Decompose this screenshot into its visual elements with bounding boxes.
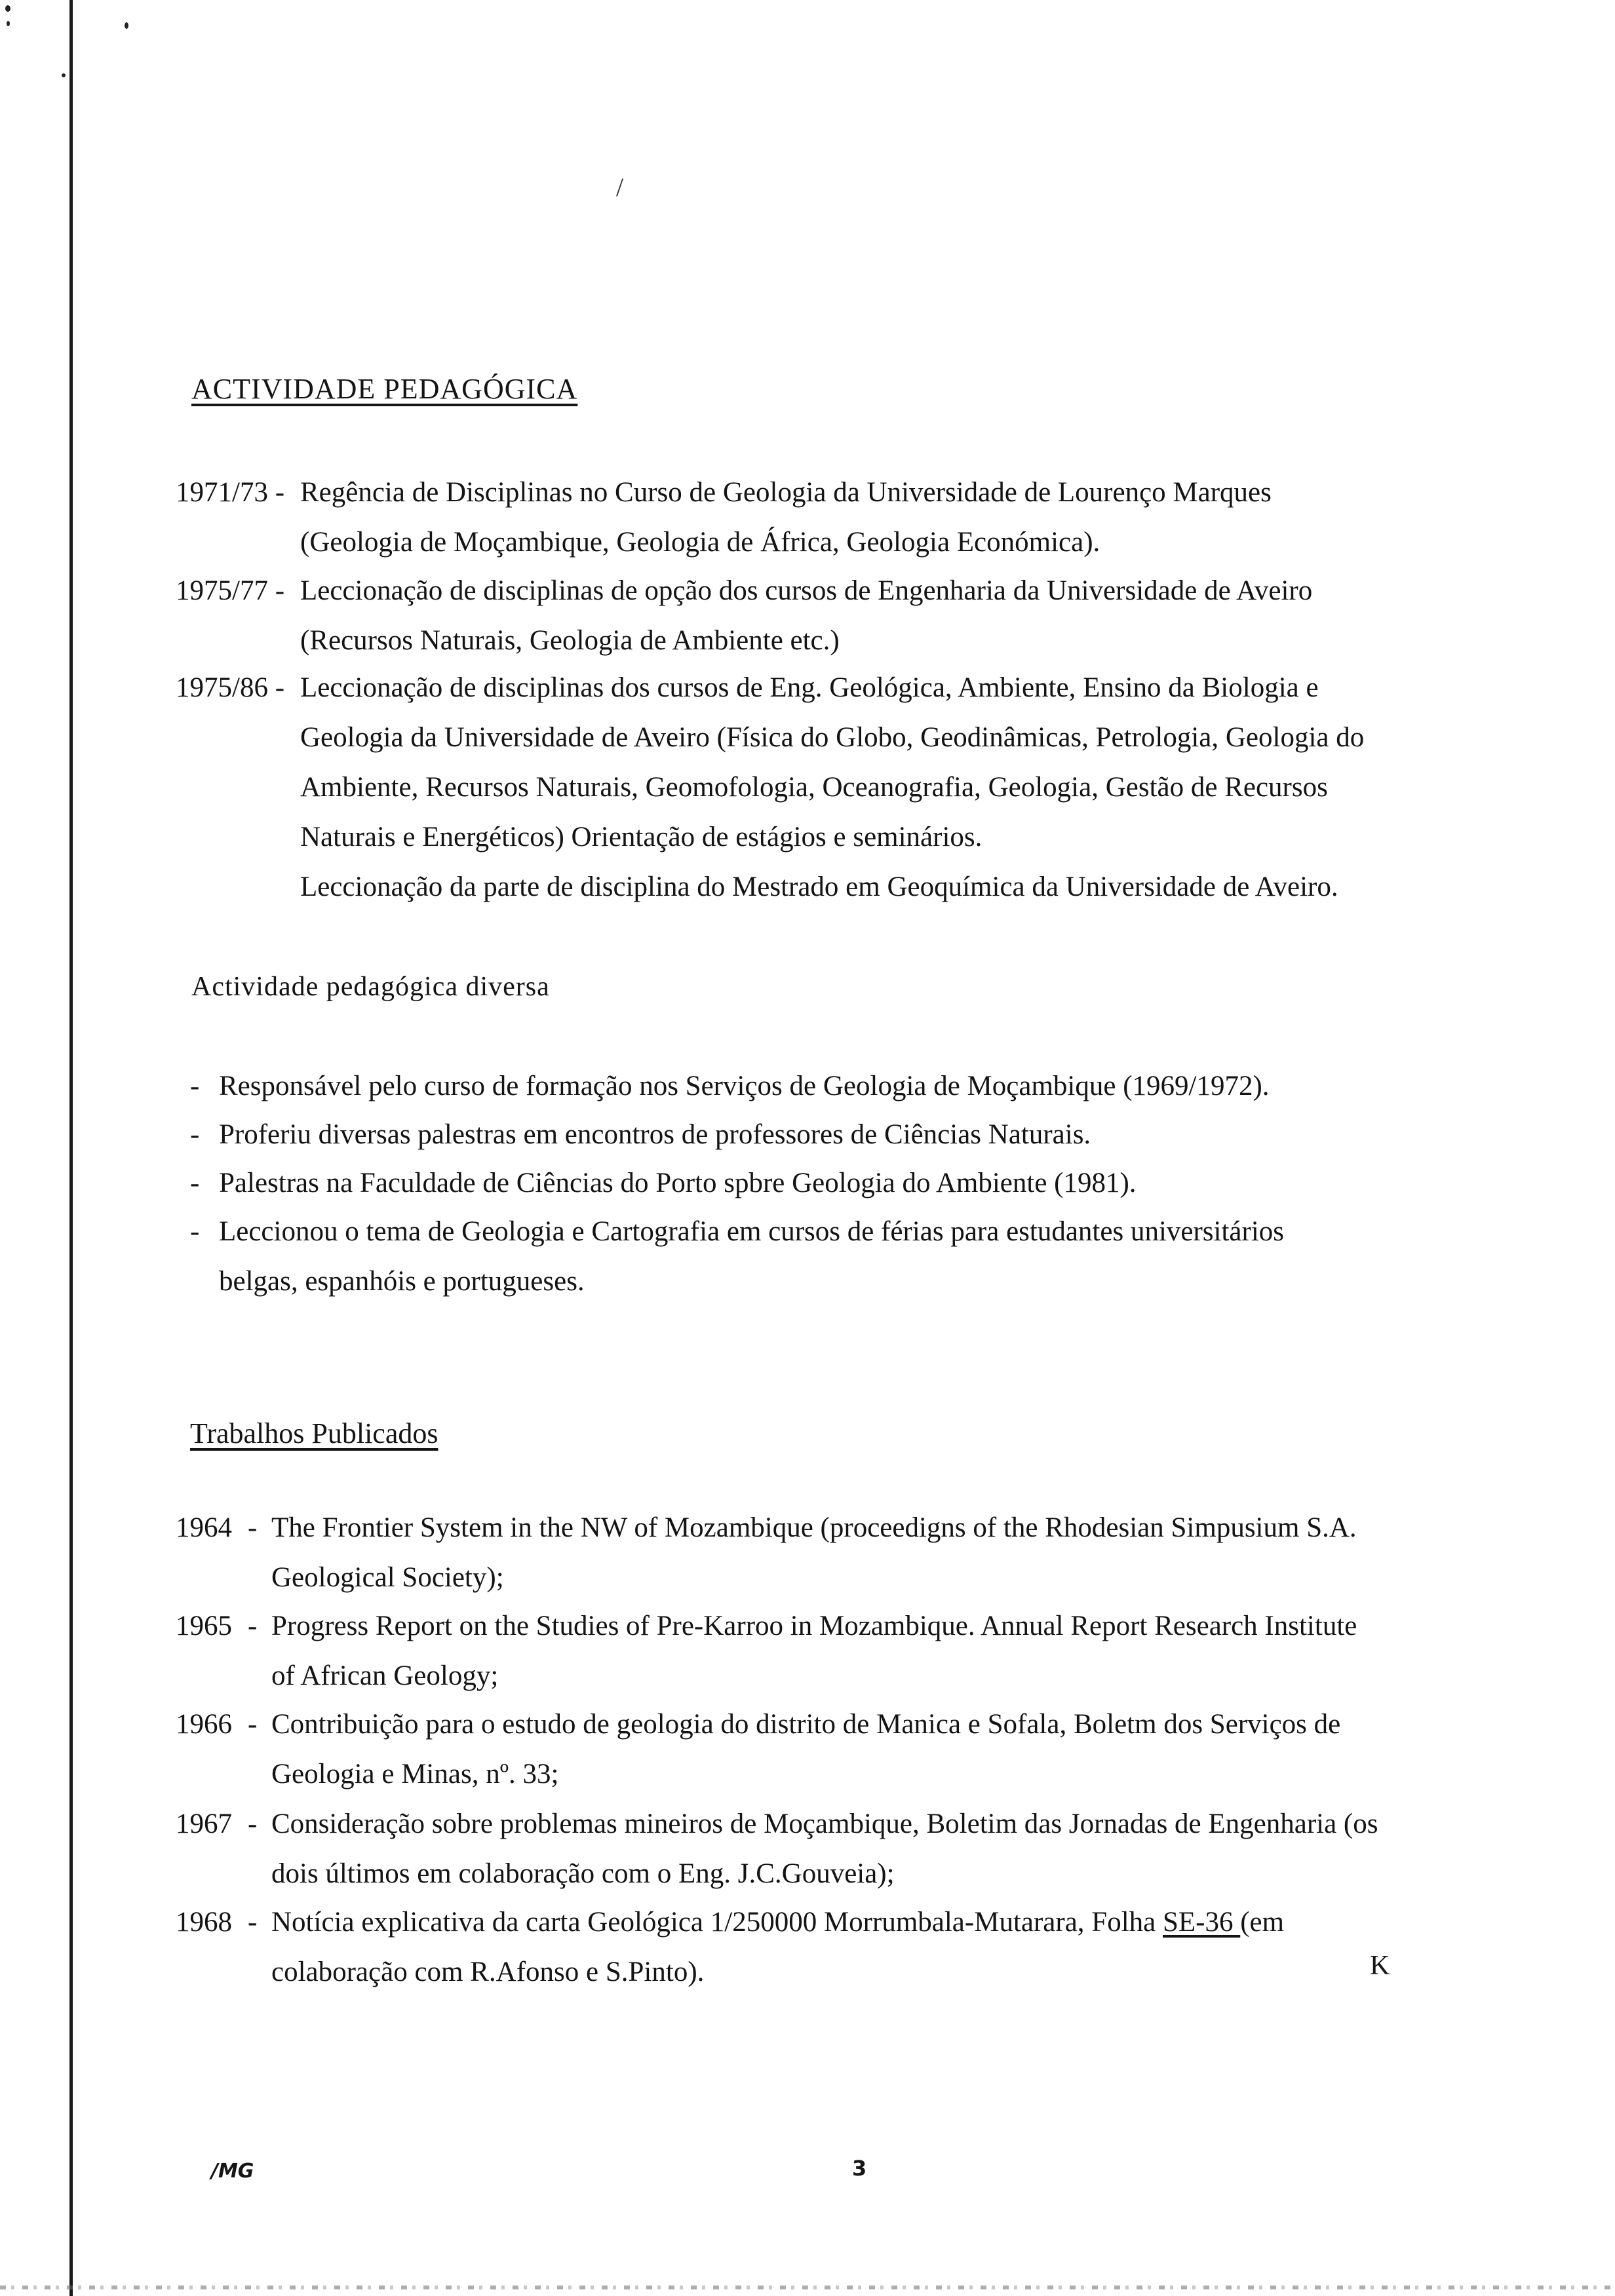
pub-year: 1966 [176,1709,232,1740]
pub-line: of African Geology; [271,1660,499,1691]
list-item [190,1110,1462,1160]
entry-year: 1975/86 - [176,672,285,703]
entry-year: 1975/77 - [176,575,285,606]
pub-year: 1964 [176,1512,232,1543]
pub-text [271,1898,1462,1997]
bullet-text: Proferiu diversas palestras em encontros de professores de Ciências Naturais. [219,1119,1091,1150]
list-item [190,1158,1462,1208]
teaching-entry [176,663,1462,912]
pub-year: 1965 [176,1611,232,1641]
stray-mark: / [616,172,624,202]
publication-item [176,1700,1462,1799]
pub-dash: - [248,1907,258,1938]
scan-bottom-edge [0,2286,1615,2289]
entry-line: (Recursos Naturais, Geologia de Ambiente etc.) [300,625,840,656]
pub-dash: - [248,1611,258,1641]
publication-item [176,1898,1462,1997]
pub-dash: - [248,1709,258,1740]
scan-margin-line [69,0,73,2296]
publication-item [176,1601,1462,1701]
entry-body [300,468,1462,567]
section-heading-publications: Trabalhos Publicados [190,1417,438,1449]
pub-line: The Frontier System in the NW of Mozambique (proceedigns of the Rhodesian Simpusium S.A. [271,1512,1357,1543]
pub-dash: - [248,1512,258,1543]
bullet-text: Responsável pelo curso de formação nos Serviços de Geologia de Moçambique (1969/1972). [219,1071,1270,1101]
bullet-dash: - [190,1119,200,1150]
map-sheet-ref: SE-36 [1162,1907,1241,1938]
entry-line: Leccionação da parte de disciplina do Mestrado em Geoquímica da Universidade de Aveiro. [300,871,1338,902]
scan-speck [125,22,128,29]
entry-body [300,566,1462,666]
scan-speck [7,21,10,26]
footer-initials: /MG [211,2160,254,2183]
pub-text [271,1700,1462,1799]
section-heading-teaching: ACTIVIDADE PEDAGÓGICA [191,373,578,405]
entry-line: (Geologia de Moçambique, Geologia de África, Geologia Económica). [300,527,1100,558]
section-heading-misc: Actividade pedagógica diversa [191,972,550,1002]
pub-line [271,1898,1462,1947]
pub-line: dois últimos em colaboração com o Eng. J.C.Gouveia); [271,1858,895,1889]
pub-line: Contribuição para o estudo de geologia do distrito de Manica e Sofala, Boletm dos Serviços de [271,1709,1341,1740]
bullet-dash: - [190,1168,200,1198]
entry-body [300,663,1462,912]
pub-dash: - [248,1808,258,1839]
bullet-text [219,1207,1462,1307]
bullet-text: Palestras na Faculdade de Ciências do Porto spbre Geologia do Ambiente (1981). [219,1168,1137,1198]
bullet-dash: - [190,1216,200,1247]
scan-speck [5,5,10,12]
entry-line: Naturais e Energéticos) Orientação de estágios e seminários. [300,822,983,852]
entry-line: Leccionação de disciplinas de opção dos cursos de Engenharia da Universidade de Aveiro [300,575,1313,606]
entry-line: Ambiente, Recursos Naturais, Geomofologia, Oceanografia, Geologia, Gestão de Recursos [300,772,1328,803]
entry-line: Regência de Disciplinas no Curso de Geologia da Universidade de Lourenço Marques [300,477,1272,508]
entry-year: 1971/73 - [176,477,285,508]
pub-line: colaboração com R.Afonso e S.Pinto). [271,1957,705,1987]
pub-text [271,1601,1462,1701]
pub-year: 1968 [176,1907,232,1938]
list-item [190,1062,1462,1111]
scan-speck [62,73,66,77]
pub-line: Geologia e Minas, nº. 33; [271,1759,559,1789]
pub-line-text: (em [1240,1907,1285,1938]
bullet-line: belgas, espanhóis e portugueses. [219,1266,585,1297]
page-number: 3 [852,2156,867,2181]
publication-item [176,1503,1462,1603]
pub-line-text: Notícia explicativa da carta Geológica 1/250000 Morrumbala-Mutarara, Folha [271,1907,1163,1938]
teaching-entry [176,468,1462,567]
publication-item [176,1799,1462,1899]
pub-line: Progress Report on the Studies of Pre-Karroo in Mozambique. Annual Report Research Institute [271,1611,1357,1641]
bullet-line: Leccionou o tema de Geologia e Cartografia em cursos de férias para estudantes universitários [219,1216,1285,1247]
pub-text [271,1799,1462,1899]
list-item [190,1207,1462,1307]
entry-line: Geologia da Universidade de Aveiro (Física do Globo, Geodinâmicas, Petrologia, Geologia do [300,722,1365,753]
pub-text [271,1503,1462,1603]
bullet-dash: - [190,1071,200,1101]
pub-line: Geological Society); [271,1562,504,1593]
entry-line: Leccionação de disciplinas dos cursos de Eng. Geológica, Ambiente, Ensino da Biologia e [300,672,1319,703]
handwritten-mark: K [1370,1951,1390,1981]
pub-line: Consideração sobre problemas mineiros de Moçambique, Boletim das Jornadas de Engenharia (os [271,1808,1378,1839]
pub-year: 1967 [176,1808,232,1839]
teaching-entry [176,566,1462,666]
